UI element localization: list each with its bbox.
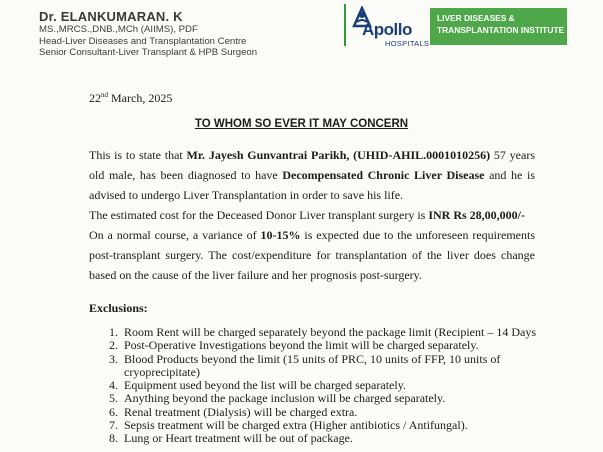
doctor-header xyxy=(39,9,329,59)
item-number: 6. xyxy=(109,404,118,419)
item-text: Anything beyond the package inclusion will be charged separately. xyxy=(124,391,446,406)
letter-date xyxy=(89,91,172,106)
p3-text-a: On a normal course, a variance of xyxy=(89,228,261,242)
patient-name: Mr. Jayesh Gunvantrai Parikh, (UHID-AHIL.0001010256) xyxy=(186,148,491,162)
paragraph-cost xyxy=(89,205,535,225)
list-item xyxy=(109,339,539,352)
header-divider xyxy=(344,4,346,46)
item-number: 8. xyxy=(109,431,118,446)
item-number: 5. xyxy=(109,391,118,406)
item-text: Post-Operative Investigations beyond the limit will be charged separately. xyxy=(124,338,479,353)
item-number: 2. xyxy=(109,338,118,353)
date-day: 22 xyxy=(89,91,101,105)
item-text: Equipment used beyond the list will be charged separately. xyxy=(124,378,406,393)
p3-text-b: is expected due to the unforeseen requirements post-transplant surgery. The cost/expenditure for transplantation of the liver does change based on the cause of the liver failure and her prognosis post-surgery. xyxy=(89,228,535,282)
letter-title xyxy=(0,118,603,130)
item-text: Blood Products beyond the limit (15 units of PRC, 10 units of FFP, 10 units of cryoprecipitate) xyxy=(124,351,501,379)
doctor-title: Senior Consultant-Liver Transplant & HPB Surgeon xyxy=(39,47,258,58)
institute-line-1: LIVER DISEASES & xyxy=(437,13,515,23)
list-item xyxy=(109,379,539,392)
list-item xyxy=(109,419,539,432)
logo-text: Apollo xyxy=(362,20,412,39)
item-number: 4. xyxy=(109,378,118,393)
doctor-name: Dr. ELANKUMARAN. K xyxy=(39,9,183,24)
exclusions-list xyxy=(109,326,539,446)
letter-body xyxy=(89,145,535,285)
paragraph-variance xyxy=(89,225,535,285)
list-item xyxy=(109,326,539,339)
p2-text: The estimated cost for the Deceased Donor Liver transplant surgery is xyxy=(89,208,429,222)
list-item xyxy=(109,392,539,405)
item-number: 3. xyxy=(109,351,118,366)
item-text: Sepsis treatment will be charged extra (Higher antibiotics / Antifungal). xyxy=(124,418,468,433)
p1-text-a: This is to state that xyxy=(89,148,187,162)
institute-line-2: TRANSPLANTATION INSTITUTE xyxy=(437,25,565,35)
date-suffix: nd xyxy=(101,91,108,99)
cost-amount: INR Rs 28,00,000/- xyxy=(428,208,526,222)
letter-title-text: TO WHOM SO EVER IT MAY CONCERN xyxy=(194,118,409,130)
item-number: 7. xyxy=(109,418,118,433)
doctor-position: Head-Liver Diseases and Transplantation Centre xyxy=(39,35,247,47)
diagnosis: Decompensated Chronic Liver Disease xyxy=(282,168,485,182)
item-text: Renal treatment (Dialysis) will be charged extra. xyxy=(124,404,358,419)
paragraph-diagnosis xyxy=(89,145,535,205)
item-text: Room Rent will be charged separately beyond the package limit (Recipient – 14 Days xyxy=(124,325,536,339)
institute-badge xyxy=(430,8,567,45)
item-number: 1. xyxy=(109,325,118,339)
logo-subtext: HOSPITALS xyxy=(385,39,430,48)
exclusions-heading: Exclusions: xyxy=(89,301,148,315)
variance-value: 10-15% xyxy=(260,228,301,242)
list-item xyxy=(109,432,539,445)
p1-text-c: and he is advised to undergo Liver Transplantation in order to save his life. xyxy=(89,168,535,202)
date-rest: March, 2025 xyxy=(108,91,173,105)
list-item xyxy=(109,406,539,419)
doctor-qualifications: MS.,MRCS.,DNB.,MCh (AIIMS), PDF xyxy=(39,24,198,35)
p1-text-b: 57 years old male, has been diagnosed to have xyxy=(89,148,535,182)
list-item xyxy=(109,353,539,380)
item-text: Lung or Heart treatment will be out of package. xyxy=(124,431,353,446)
apollo-logo xyxy=(348,6,430,48)
